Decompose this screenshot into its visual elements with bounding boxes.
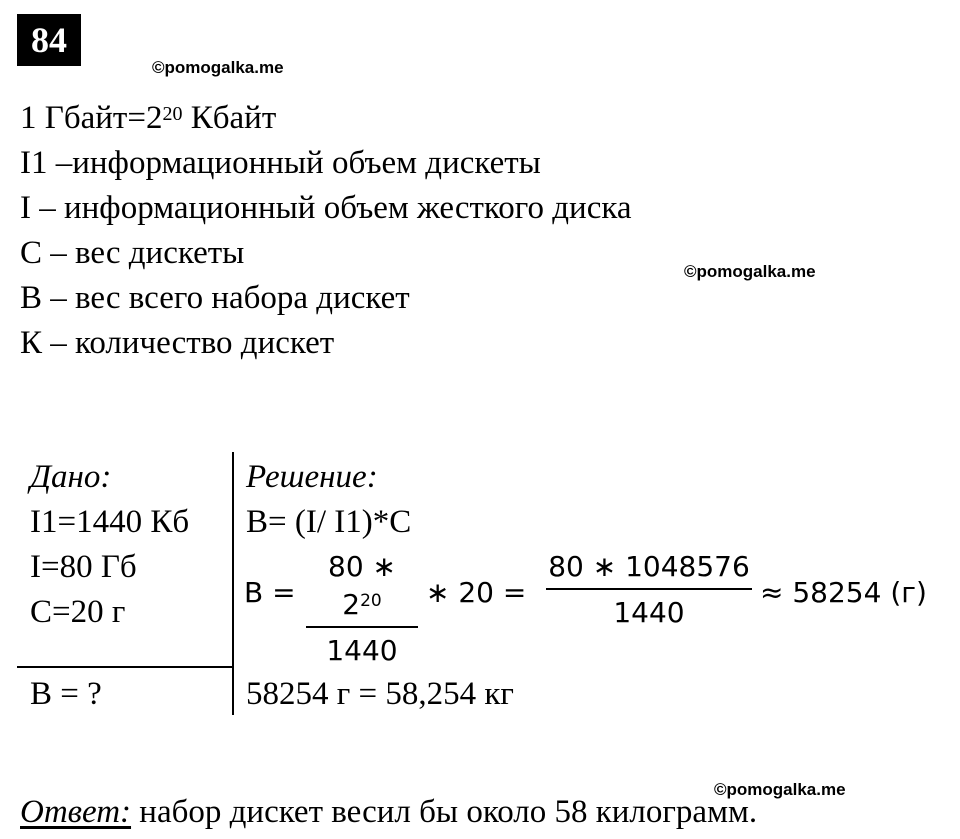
given-item-1: I1=1440 Кб xyxy=(30,504,190,540)
answer-label: Ответ: xyxy=(20,794,132,830)
calc-fraction-1-numerator xyxy=(306,548,418,624)
calc-fraction-1 xyxy=(306,548,418,670)
definition-line-5: В – вес всего набора дискет xyxy=(20,280,410,316)
given-heading: Дано: xyxy=(30,459,112,495)
table-vertical-divider xyxy=(232,452,234,715)
definition-line-1 xyxy=(20,98,276,138)
definition-line-1-suffix: Кбайт xyxy=(182,100,277,136)
calc-mid: ∗ 20 = xyxy=(426,576,527,609)
solution-conversion: 58254 г = 58,254 кг xyxy=(246,676,514,712)
calc-fraction-1-bar xyxy=(306,626,418,628)
find-value: В = ? xyxy=(30,676,102,712)
given-find-divider xyxy=(17,666,234,668)
calc-fraction-2-bar xyxy=(546,588,752,590)
definition-line-3: I – информационный объем жесткого диска xyxy=(20,190,632,226)
calc-result: ≈ 58254 (г) xyxy=(760,576,927,609)
calc-fraction-1-denominator: 1440 xyxy=(326,634,398,667)
problem-number-badge: 84 xyxy=(17,14,81,66)
solution-heading: Решение: xyxy=(246,459,378,495)
definition-line-4: С – вес дискеты xyxy=(20,235,245,271)
solution-formula: В= (I/ I1)*С xyxy=(246,504,412,540)
given-item-2: I=80 Гб xyxy=(30,549,137,585)
watermark-bottom: ©pomogalka.me xyxy=(714,780,846,799)
calc-fraction-1-numerator-base: 80 ∗ 2 xyxy=(328,550,396,621)
definition-line-6: К – количество дискет xyxy=(20,325,335,361)
watermark-top: ©pomogalka.me xyxy=(152,58,284,77)
calc-fraction-2-numerator: 80 ∗ 1048576 xyxy=(548,550,750,583)
watermark-middle: ©pomogalka.me xyxy=(684,262,816,281)
answer-line xyxy=(20,792,757,832)
given-item-3: С=20 г xyxy=(30,594,126,630)
definition-line-1-exp: 20 xyxy=(162,103,183,125)
calc-fraction-2 xyxy=(546,548,752,632)
answer-text: набор дискет весил бы около 58 килограмм. xyxy=(131,794,758,830)
calc-fraction-1-numerator-exp: 20 xyxy=(360,591,382,611)
definition-line-1-prefix: 1 Гбайт=2 xyxy=(20,100,163,136)
calc-fraction-2-denominator: 1440 xyxy=(613,596,685,629)
calc-lhs: В = xyxy=(244,576,296,609)
definition-line-2: I1 –информационный объем дискеты xyxy=(20,145,541,181)
